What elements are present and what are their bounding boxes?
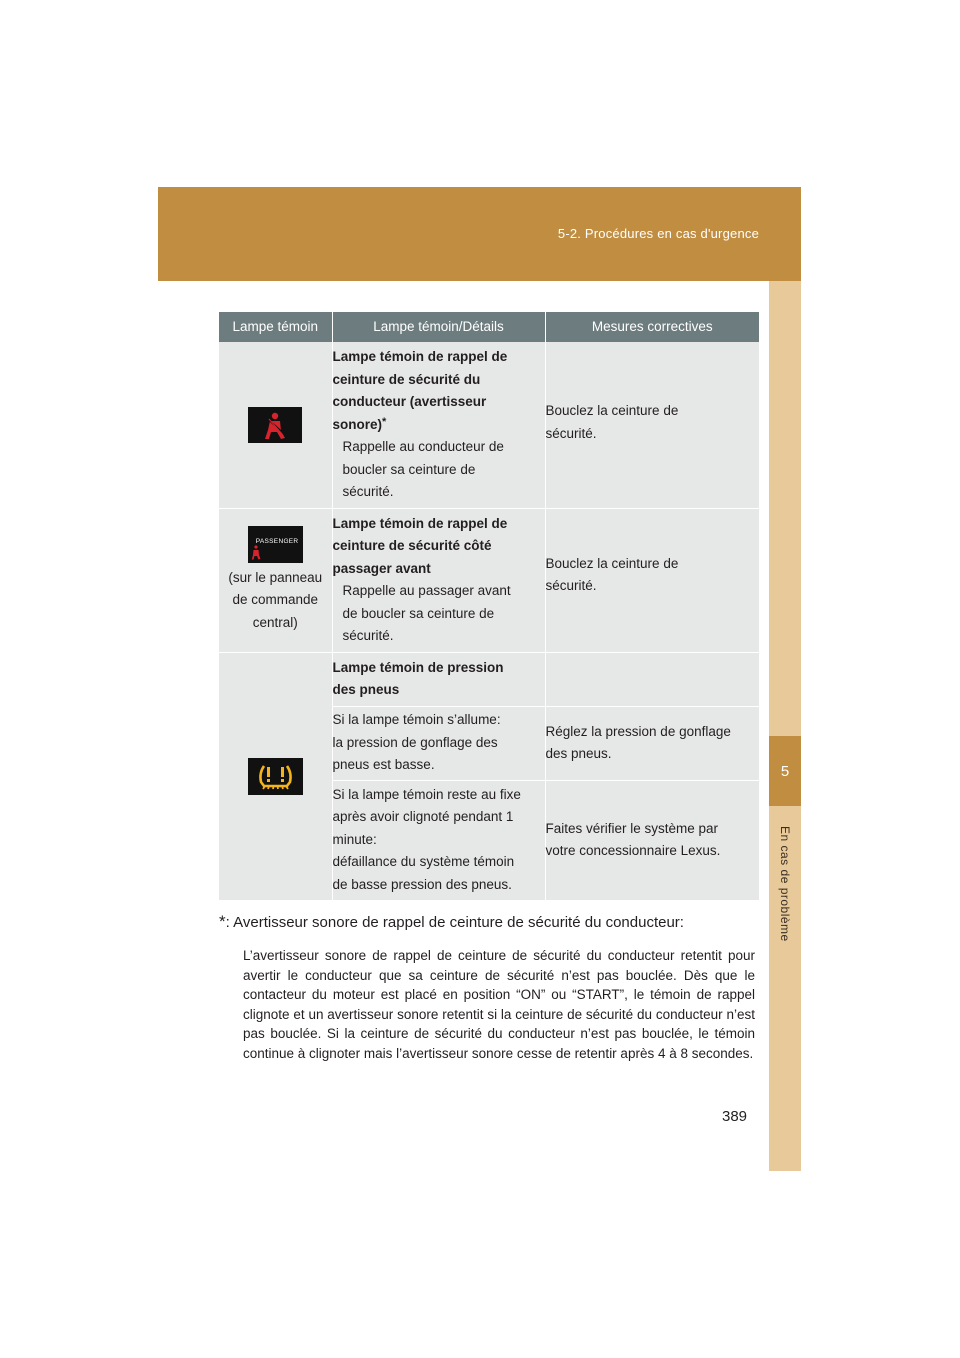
tire-pressure-warning-icon xyxy=(248,758,303,795)
icon-location-note: (sur le panneau de commande central) xyxy=(228,569,323,630)
footnote-heading xyxy=(219,912,759,932)
section-title: 5-2. Procédures en cas d'urgence xyxy=(557,226,759,241)
footnote-body: L’avertisseur sonore de rappel de ceinture de sécurité du conducteur retentit pour avertir le conducteur que sa ceinture de sécurité n’est pas bouclée. Dès que le contacteur du moteur est placé en position “ON” ou “START”, le témoin de rappel clignote et un avertisseur sonore retentit si la ceinture de sécurité du conducteur n’est pas bouclée. Si la ceinture de sécurité du conducteur n’est pas bouclée, le témoin continue à clignoter mais l’avertisseur sonore cesse de retentir après 4 à 8 secondes. xyxy=(243,948,755,1061)
chapter-side-tab xyxy=(769,281,801,1171)
action-cell: Bouclez la ceinture de sécurité. xyxy=(545,508,759,652)
chapter-label: En cas de problème xyxy=(778,826,792,942)
chapter-number: 5 xyxy=(769,736,801,806)
icon-cell xyxy=(219,652,332,900)
table-row xyxy=(219,342,759,508)
column-header: Lampe témoin xyxy=(219,312,332,342)
action-cell: Réglez la pression de gonflage des pneus. xyxy=(545,706,759,780)
table-row xyxy=(219,508,759,652)
column-header: Lampe témoin/Détails xyxy=(332,312,545,342)
detail-body: Rappelle au passager avant de boucler sa ceinture de sécurité. xyxy=(342,583,511,643)
chapter-label-wrap xyxy=(769,826,801,976)
warning-lights-table xyxy=(219,312,759,901)
detail-cell xyxy=(332,652,545,706)
detail-cell xyxy=(332,508,545,652)
footnote-heading-text: : Avertisseur sonore de rappel de ceinture de sécurité du conducteur: xyxy=(225,914,684,931)
icon-cell xyxy=(219,508,332,652)
table-row xyxy=(219,652,759,706)
detail-cell: Si la lampe témoin reste au fixe après avoir clignoté pendant 1 minute: défaillance du système témoin de basse pression des pneus. xyxy=(332,780,545,900)
detail-title: Lampe témoin de pression des pneus xyxy=(332,659,504,697)
detail-body: Rappelle au conducteur de boucler sa ceinture de sécurité. xyxy=(342,439,504,499)
passenger-seatbelt-icon: PASSENGER xyxy=(248,526,303,563)
footnote-marker: * xyxy=(219,912,226,931)
detail-title: Lampe témoin de rappel de ceinture de sécurité du conducteur (avertisseur sonore)* xyxy=(332,349,508,432)
header-band xyxy=(158,187,801,281)
detail-cell xyxy=(332,342,545,508)
detail-cell: Si la lampe témoin s’allume: la pression de gonflage des pneus est basse. xyxy=(332,706,545,780)
footnote-marker: * xyxy=(382,415,387,428)
column-header: Mesures correctives xyxy=(545,312,759,342)
action-cell: Bouclez la ceinture de sécurité. xyxy=(545,342,759,508)
detail-title: Lampe témoin de rappel de ceinture de sécurité côté passager avant xyxy=(332,515,508,576)
table-header-row xyxy=(219,312,759,342)
page-number: 389 xyxy=(722,1108,748,1125)
action-cell: Faites vérifier le système par votre concessionnaire Lexus. xyxy=(545,780,759,900)
seatbelt-warning-icon xyxy=(248,407,302,443)
action-cell xyxy=(545,652,759,706)
icon-cell xyxy=(219,342,332,508)
